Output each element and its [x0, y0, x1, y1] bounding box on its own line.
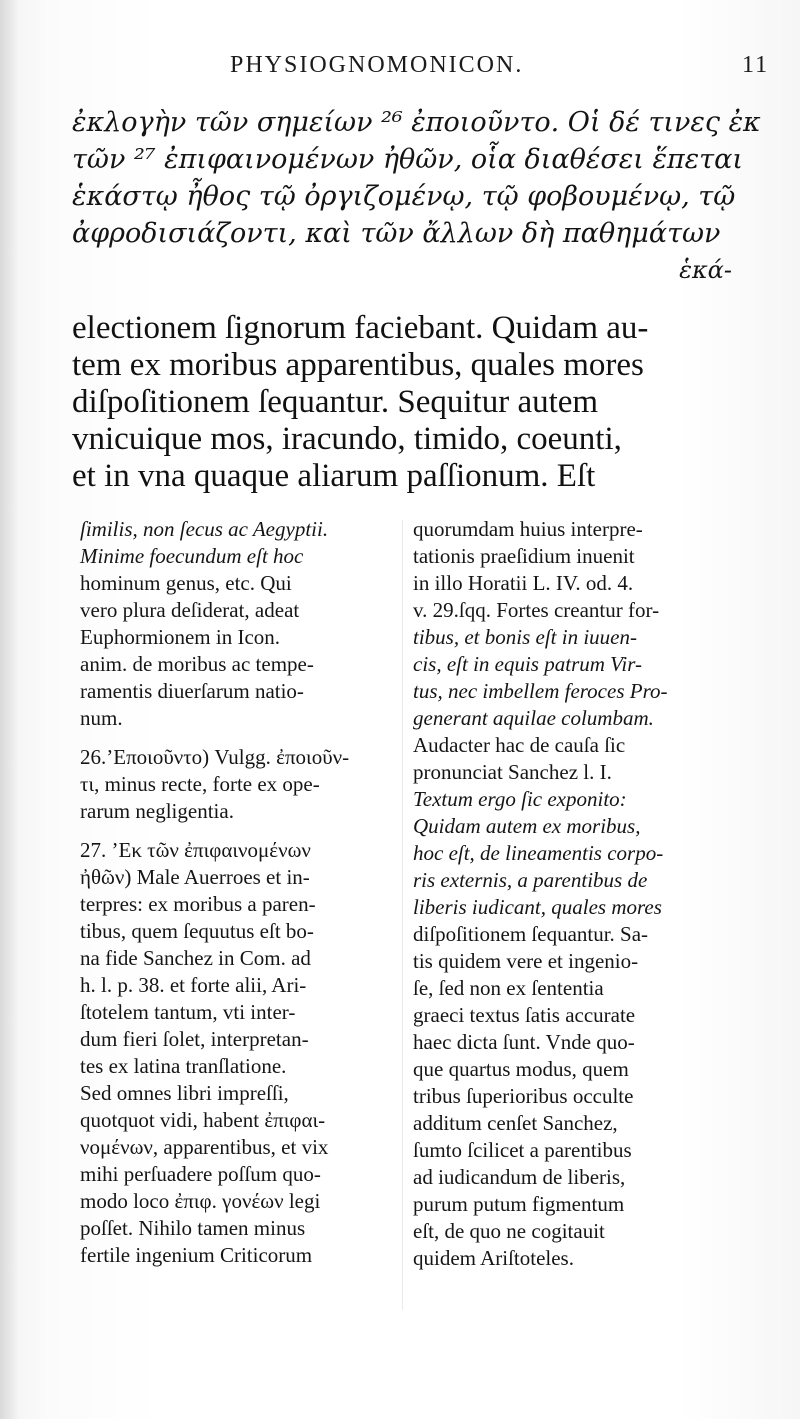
- note-line: ris externis, a parentibus de: [413, 868, 648, 892]
- note-line: 26.ʼΕποιοῦντο) Vulgg. ἐποιοῦν-: [80, 745, 350, 769]
- note-line: diſpoſitionem ſequantur. Sa-: [413, 922, 649, 946]
- note-line: poſſet. Nihilo tamen minus: [80, 1216, 306, 1240]
- note-line: tribus ſuperioribus occulte: [413, 1084, 634, 1108]
- note-line: eſt, de quo ne cogitauit: [413, 1219, 605, 1243]
- note-line: Quidam autem ex moribus,: [413, 814, 641, 838]
- latin-translation-block: [72, 310, 742, 495]
- note-line: Textum ergo ſic exponito:: [413, 787, 627, 811]
- note-line: τι, minus recte, forte ex ope-: [80, 772, 320, 796]
- note-line: tus, nec imbellem feroces Pro-: [413, 679, 668, 703]
- note-line: generant aquilae columbam.: [413, 706, 654, 730]
- note-line: quotquot vidi, habent ἐπιφαι-: [80, 1108, 326, 1132]
- note-line: in illo Horatii L. IV. od. 4.: [413, 571, 634, 595]
- latin-line: vnicuique mos, iracundo, timido, coeunti,: [72, 421, 622, 457]
- notes-right-column: [413, 516, 743, 1272]
- column-divider: [402, 520, 403, 1310]
- note-gap: [80, 825, 400, 837]
- note-line: tis quidem vere et ingenio-: [413, 949, 639, 973]
- note-line: h. l. p. 38. et forte alii, Ari-: [80, 973, 307, 997]
- page-gutter-shadow: [0, 0, 18, 1419]
- note-line: ſimilis, non ſecus ac Aegyptii.: [80, 517, 329, 541]
- note-line: modo loco ἐπιφ. γονέων legi: [80, 1189, 321, 1213]
- latin-line: et in vna quaque aliarum paſſionum. Eſt: [72, 458, 596, 494]
- note-line: tibus, et bonis eſt in iuuen-: [413, 625, 637, 649]
- note-line: Audacter hac de cauſa ſic: [413, 733, 626, 757]
- note-line: νομένων, apparentibus, et vix: [80, 1135, 329, 1159]
- notes-left-column: [80, 516, 400, 1269]
- greek-text-block: [72, 104, 761, 289]
- note-line: Euphormionem in Icon.: [80, 625, 281, 649]
- note-line: liberis iudicant, quales mores: [413, 895, 662, 919]
- note-line: quorumdam huius interpre-: [413, 517, 643, 541]
- note-line: Sed omnes libri impreſſi,: [80, 1081, 289, 1105]
- note-line: Minime foecundum eſt hoc: [80, 544, 304, 568]
- note-line: ſtotelem tantum, vti inter-: [80, 1000, 296, 1024]
- note-line: purum putum figmentum: [413, 1192, 625, 1216]
- note-line: cis, eſt in equis patrum Vir-: [413, 652, 643, 676]
- note-line: fertile ingenium Criticorum: [80, 1243, 313, 1267]
- latin-line: electionem ſignorum faciebant. Quidam au-: [72, 310, 649, 346]
- note-line: terpres: ex moribus a paren-: [80, 892, 316, 916]
- greek-line: ἑκάστῳ ἦθος τῷ ὀργιζομένῳ, τῷ φοβουμένῳ, τῷ: [72, 181, 736, 212]
- note-line: pronunciat Sanchez l. I.: [413, 760, 612, 784]
- latin-line: diſpoſitionem ſequantur. Sequitur autem: [72, 384, 599, 420]
- note-line: additum cenſet Sanchez,: [413, 1111, 618, 1135]
- note-line: ſe, ſed non ex ſententia: [413, 976, 604, 1000]
- page-number: 11: [742, 52, 770, 78]
- greek-line: ἀφροδισιάζοντι, καὶ τῶν ἄλλων δὴ παθημάτων: [72, 218, 721, 249]
- note-line: num.: [80, 706, 123, 730]
- note-line: hominum genus, etc. Qui: [80, 571, 292, 595]
- note-line: 27. ʼΕκ τῶν ἐπιφαινομένων: [80, 838, 311, 862]
- note-line: ἠθῶν) Male Auerroes et in-: [80, 865, 310, 889]
- note-line: dum fieri ſolet, interpretan-: [80, 1027, 309, 1051]
- note-line: tationis praeſidium inuenit: [413, 544, 635, 568]
- note-line: ramentis diuerſarum natio-: [80, 679, 304, 703]
- note-line: que quartus modus, quem: [413, 1057, 629, 1081]
- note-line: na fide Sanchez in Com. ad: [80, 946, 311, 970]
- note-line: vero plura deſiderat, adeat: [80, 598, 300, 622]
- note-line: ad iudicandum de liberis,: [413, 1165, 626, 1189]
- greek-line: ἐκλογὴν τῶν σημείων ²⁶ ἐποιοῦντο. Οἱ δέ τινες ἐκ: [72, 107, 761, 138]
- running-head: PHYSIOGNOMONICON.: [230, 52, 524, 78]
- note-line: graeci textus ſatis accurate: [413, 1003, 636, 1027]
- note-line: v. 29.ſqq. Fortes creantur for-: [413, 598, 660, 622]
- note-line: hoc eſt, de lineamentis corpo-: [413, 841, 664, 865]
- note-line: ſumto ſcilicet a parentibus: [413, 1138, 632, 1162]
- latin-line: tem ex moribus apparentibus, quales mores: [72, 347, 644, 383]
- note-line: haec dicta ſunt. Vnde quo-: [413, 1030, 635, 1054]
- note-line: tibus, quem ſequutus eſt bo-: [80, 919, 314, 943]
- note-line: tes ex latina tranſlatione.: [80, 1054, 287, 1078]
- note-gap: [80, 732, 400, 744]
- note-line: quidem Ariſtoteles.: [413, 1246, 574, 1270]
- greek-line: τῶν ²⁷ ἐπιφαινομένων ἠθῶν, οἷα διαθέσει ἕπεται: [72, 144, 743, 175]
- catchword: ἑκά-: [679, 256, 732, 284]
- note-line: anim. de moribus ac tempe-: [80, 652, 314, 676]
- note-line: mihi perſuadere poſſum quo-: [80, 1162, 321, 1186]
- note-line: rarum negligentia.: [80, 799, 234, 823]
